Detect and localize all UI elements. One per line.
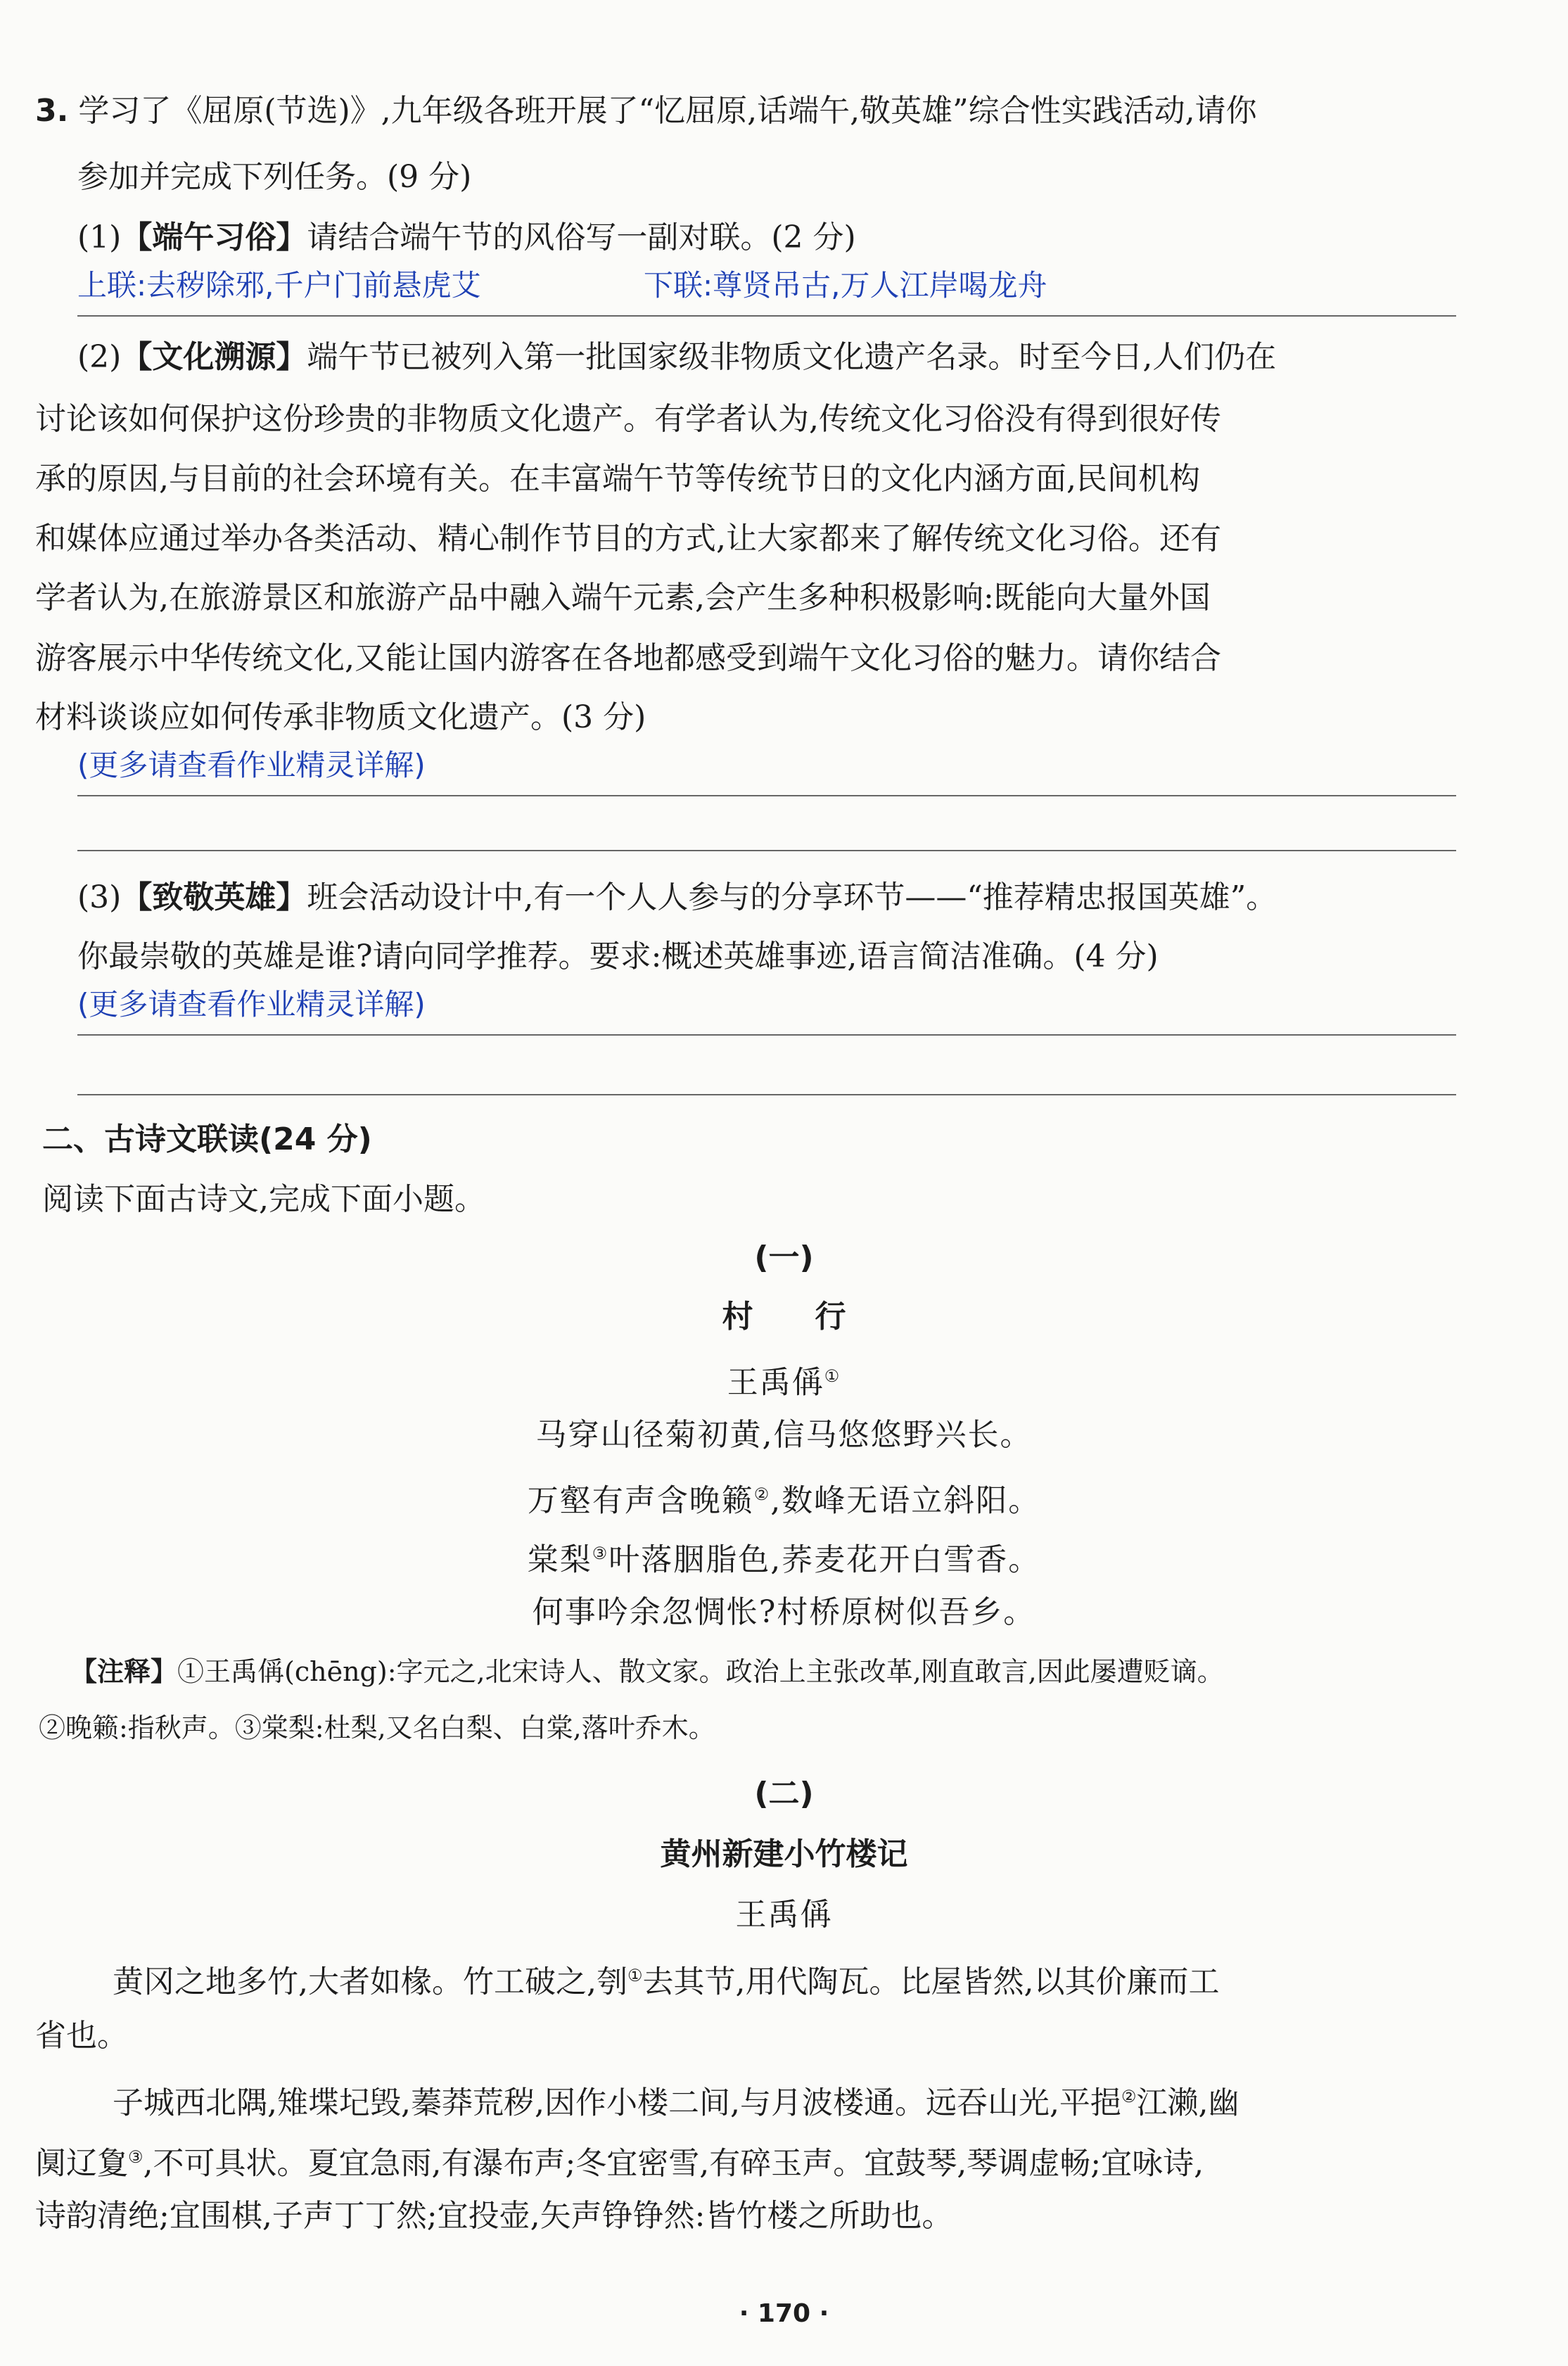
part2-line3: 承的原因,与目前的社会环境有关。在丰富端午节等传统节日的文化内涵方面,民间机构 <box>35 461 1200 497</box>
part2-tag: 【文化溯源】 <box>121 339 307 375</box>
question-3-line2: 参加并完成下列任务。(9 分) <box>77 159 472 195</box>
note-marker: ① <box>627 1966 643 1985</box>
part3-number: (3) <box>77 879 122 915</box>
answer-line <box>77 850 1456 851</box>
prose-text: 子城西北隅,雉堞圮毁,蓁莽荒秽,因作小楼二间,与月波楼通。远吞山光,平挹 <box>113 2085 1121 2121</box>
poem-text: 万壑有声含晚籁 <box>527 1482 754 1519</box>
page-number: · 170 · <box>739 2299 829 2328</box>
part2-line2: 讨论该如何保护这份珍贵的非物质文化遗产。有学者认为,传统文化习俗没有得到很好传 <box>35 401 1221 437</box>
poem1-line4: 何事吟余忽惆怅?村桥原树似吾乡。 <box>532 1594 1036 1630</box>
prose-text: 去其节,用代陶瓦。比屋皆然,以其价廉而工 <box>642 1964 1220 2000</box>
part2-answer: (更多请查看作业精灵详解) <box>77 748 426 782</box>
question-number: 3. <box>35 93 69 129</box>
note-marker: ② <box>1121 2087 1137 2106</box>
section-heading: 二、古诗文联读(24 分) <box>42 1121 372 1157</box>
answer-line <box>77 315 1456 317</box>
prose-text: 江濑,幽 <box>1136 2085 1239 2121</box>
notes-tag: 【注释】 <box>70 1656 178 1687</box>
prose2-p2-line3: 诗韵清绝;宜围棋,子声丁丁然;宜投壶,矢声铮铮然:皆竹楼之所助也。 <box>35 2198 953 2234</box>
question-text: 学习了《屈原(节选)》,九年级各班开展了“忆屈原,话端午,敬英雄”综合性实践活动,请你 <box>78 93 1257 129</box>
part3-tag: 【致敬英雄】 <box>121 879 307 915</box>
part3-text: 班会活动设计中,有一个人人参与的分享环节——“推荐精忠报国英雄”。 <box>307 879 1277 915</box>
part2-number: (2) <box>77 339 122 375</box>
prose-text: ,不可具状。夏宜急雨,有瀑布声;冬宜密雪,有碎玉声。宜鼓琴,琴调虚畅;宜咏诗, <box>143 2145 1204 2182</box>
prose2-label: (二) <box>754 1776 814 1812</box>
prose2-p2-line1 <box>113 2075 1239 2125</box>
poem-text: ,数峰无语立斜阳。 <box>770 1482 1041 1519</box>
prose-text: 阒辽夐 <box>35 2145 128 2182</box>
answer-line <box>77 1034 1456 1036</box>
part2-text: 端午节已被列入第一批国家级非物质文化遗产名录。时至今日,人们仍在 <box>307 339 1277 375</box>
part2-line1 <box>77 336 1276 379</box>
note-marker: ③ <box>592 1544 609 1563</box>
poem-text: 叶落胭脂色,荞麦花开白雪香。 <box>608 1541 1041 1578</box>
part1-answer-upper: 上联:去秽除邪,千户门前悬虎艾 <box>77 268 481 303</box>
part3-answer: (更多请查看作业精灵详解) <box>77 987 426 1022</box>
part2-line4: 和媒体应通过举办各类活动、精心制作节目的方式,让大家都来了解传统文化习俗。还有 <box>35 521 1221 556</box>
prose2-p1-line2: 省也。 <box>35 2018 128 2054</box>
poem-text: 棠梨 <box>527 1541 592 1578</box>
part1-answer-lower: 下联:尊贤吊古,万人江岸喝龙舟 <box>644 268 1047 303</box>
poem1-author <box>0 1355 1568 1404</box>
note-marker: ③ <box>128 2147 144 2167</box>
author-name: 王禹偁 <box>727 1364 824 1401</box>
part1-prompt <box>77 217 856 259</box>
poem1-notes-line2: ②晚籁:指秋声。③棠梨:杜梨,又名白梨、白棠,落叶乔木。 <box>39 1712 715 1743</box>
part3-line1 <box>77 877 1277 919</box>
poem1-label: (一) <box>754 1240 814 1276</box>
note-marker: ① <box>824 1366 841 1386</box>
part1-number: (1) <box>77 220 122 255</box>
prose2-title: 黄州新建小竹楼记 <box>660 1836 908 1872</box>
poem1-line1: 马穿山径菊初黄,信马悠悠野兴长。 <box>535 1417 1033 1453</box>
poem1-line2 <box>0 1473 1568 1522</box>
poem1-notes-line1 <box>70 1653 1224 1690</box>
part3-line2: 你最崇敬的英雄是谁?请向同学推荐。要求:概述英雄事迹,语言简洁准确。(4 分) <box>77 939 1159 974</box>
part1-text: 请结合端午节的风俗写一副对联。(2 分) <box>307 220 856 255</box>
answer-line <box>77 795 1456 796</box>
part2-line5: 学者认为,在旅游景区和旅游产品中融入端午元素,会产生多种积极影响:既能向大量外国 <box>35 580 1211 616</box>
notes-text: ①王禹偁(chēng):字元之,北宋诗人、散文家。政治上主张改革,刚直敢言,因此屡遭贬谪。 <box>177 1656 1224 1687</box>
poem1-line3 <box>0 1532 1568 1582</box>
answer-line <box>77 1094 1456 1095</box>
part2-line6: 游客展示中华传统文化,又能让国内游客在各地都感受到端午文化习俗的魅力。请你结合 <box>35 640 1221 676</box>
part2-line7: 材料谈谈应如何传承非物质文化遗产。(3 分) <box>35 699 646 735</box>
part1-tag: 【端午习俗】 <box>121 220 307 255</box>
prose2-author: 王禹偁 <box>735 1897 833 1933</box>
prose2-p2-line2 <box>35 2136 1204 2185</box>
note-marker: ② <box>753 1484 771 1504</box>
prose-text: 黄冈之地多竹,大者如椽。竹工破之,刳 <box>113 1964 627 2000</box>
prose2-p1-line1 <box>113 1954 1219 2004</box>
question-3-line1 <box>35 90 1257 132</box>
poem1-title: 村 行 <box>722 1299 846 1335</box>
section-instruction: 阅读下面古诗文,完成下面小题。 <box>42 1181 485 1217</box>
